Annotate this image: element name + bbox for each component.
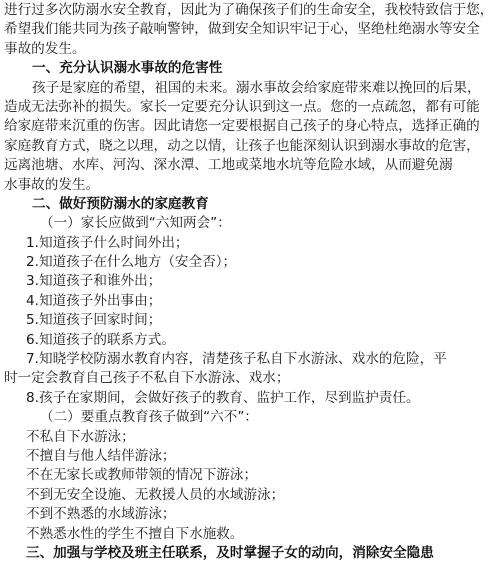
list-item-2: 2.知道孩子在什么地方（安全否）；	[26, 254, 237, 271]
rule-item-5: 不到不熟悉的水域游泳；	[26, 506, 176, 523]
body-line-3: 事故的发生。	[4, 40, 86, 57]
body-line-1: 进行过多次防溺水安全教育，因此为了确保孩子们的生命安全，我校特致信于您，	[4, 2, 493, 18]
body-line-7: 给家庭带来沉重的伤害。因此请您一定要根据自己孩子的身心特点，选择正确的	[4, 118, 480, 135]
list-item-6: 6.知道孩子的联系方式。	[26, 331, 175, 348]
section-heading-1: 一、充分认识溺水事故的危害性	[32, 60, 223, 77]
rule-item-1: 不私自下水游泳；	[26, 428, 135, 445]
list-item-7-cont: 时一定会教育自己孩子不私自下水游泳、戏水；	[4, 370, 290, 387]
rule-item-4: 不到无安全设施、无救援人员的水域游泳；	[26, 486, 285, 503]
rule-item-2: 不擅自与他人结伴游泳；	[26, 447, 176, 464]
list-item-5: 5.知道孩子回家时间；	[26, 312, 162, 329]
body-line-10: 水事故的发生。	[4, 176, 100, 193]
body-line-5: 孩子是家庭的希望，祖国的未来。溺水事故会给家庭带来难以挽回的后果，	[32, 79, 481, 96]
section-heading-2: 二、做好预防溺水的家庭教育	[32, 195, 209, 212]
list-item-3: 3.知道孩子和谁外出；	[26, 273, 162, 290]
rule-item-6: 不熟悉水性的学生不擅自下水施救。	[26, 525, 244, 542]
section-heading-3: 三、加强与学校及班主任联系，及时掌握子女的动向，消除安全隐患	[26, 544, 434, 561]
list-item-7: 7.知晓学校防溺水教育内容，清楚孩子私自下水游泳、戏水的危险，平	[26, 351, 447, 368]
list-item-1: 1.知道孩子什么时间外出；	[26, 234, 189, 251]
body-line-2: 希望我们能共同为孩子敲响警钟，做到安全知识牢记于心，坚绝杜绝溺水等安全	[4, 21, 480, 38]
subsection-heading-2: （二）要重点教育孩子做到“六不”：	[40, 409, 258, 426]
list-item-8: 8.孩子在家期间，会做好孩子的教育、监护工作，尽到监护责任。	[26, 389, 420, 406]
body-line-8: 家庭教育方式，晓之以理，动之以情，让孩子也能深刻认识到溺水事故的危害，	[4, 137, 480, 154]
body-line-6: 造成无法弥补的损失。家长一定要充分认识到这一点。您的一点疏忽，都有可能	[4, 98, 480, 115]
subsection-heading-1: （一）家长应做到“六知两会”：	[40, 215, 231, 232]
list-item-4: 4.知道孩子外出事由；	[26, 292, 162, 309]
rule-item-3: 不在无家长或教师带领的情况下游泳；	[26, 467, 258, 484]
body-line-9: 远离池塘、水库、河沟、深水潭、工地或菜地水坑等危险水域，从而避免溺	[4, 157, 453, 174]
